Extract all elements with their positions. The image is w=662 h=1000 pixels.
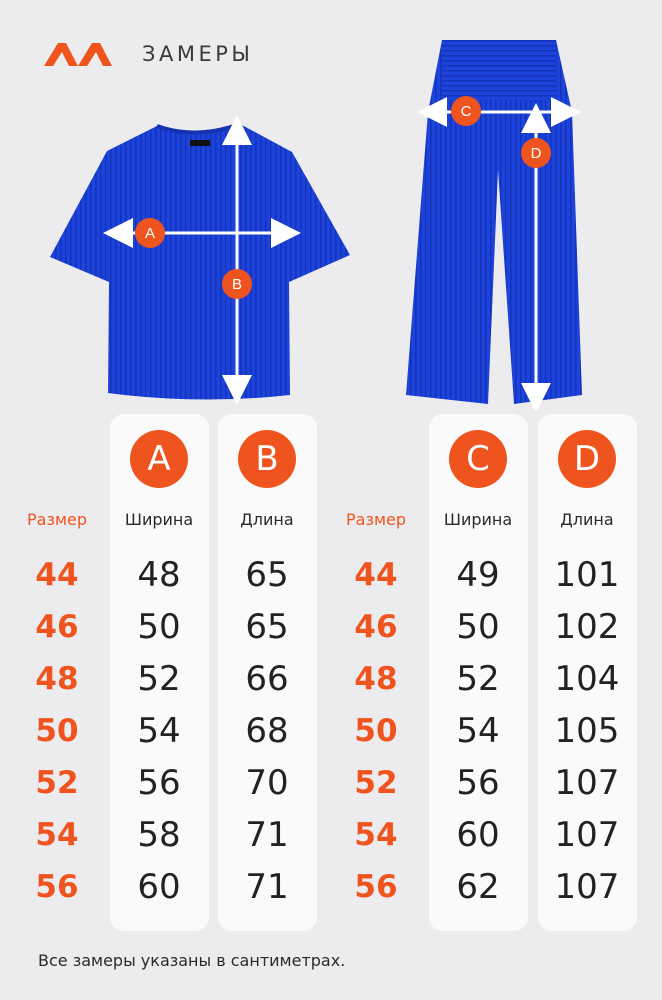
pants-length-column xyxy=(532,549,642,913)
shirt-size-column xyxy=(2,549,112,913)
width-value: 62 xyxy=(456,867,500,907)
length-value: 101 xyxy=(554,555,620,595)
marker-d xyxy=(521,138,551,168)
width-value: 58 xyxy=(137,815,181,855)
pants-width-header: Ширина xyxy=(443,510,513,529)
svg-text:D: D xyxy=(530,145,542,162)
svg-text:A: A xyxy=(144,225,156,242)
length-value: 107 xyxy=(554,867,620,907)
length-value: 107 xyxy=(554,763,620,803)
width-value: 50 xyxy=(456,607,500,647)
size-value: 48 xyxy=(35,661,79,697)
pants-width-column xyxy=(423,549,533,913)
width-value: 54 xyxy=(456,711,500,751)
width-value: 52 xyxy=(137,659,181,699)
size-value: 50 xyxy=(354,713,398,749)
length-value: 66 xyxy=(245,659,289,699)
tshirt-image xyxy=(50,124,350,400)
width-value: 49 xyxy=(456,555,500,595)
shirt-length-column xyxy=(212,549,322,913)
width-value: 52 xyxy=(456,659,500,699)
marker-a xyxy=(135,218,165,248)
size-value: 54 xyxy=(354,817,398,853)
size-value: 54 xyxy=(35,817,79,853)
pants-length-header: Длина xyxy=(560,510,614,529)
length-value: 104 xyxy=(554,659,620,699)
width-value: 50 xyxy=(137,607,181,647)
length-value: 107 xyxy=(554,815,620,855)
size-value: 50 xyxy=(35,713,79,749)
shirt-length-header: Длина xyxy=(240,510,294,529)
footer-note: Все замеры указаны в сантиметрах. xyxy=(38,951,346,970)
size-value: 44 xyxy=(354,557,398,593)
shirt-width-header: Ширина xyxy=(124,510,194,529)
page-title: ЗАМЕРЫ xyxy=(142,42,254,66)
size-value: 56 xyxy=(35,869,79,905)
length-value: 71 xyxy=(245,867,289,907)
length-value: 65 xyxy=(245,607,289,647)
pants-image xyxy=(406,40,582,404)
size-value: 56 xyxy=(354,869,398,905)
garment-illustration xyxy=(0,0,662,410)
width-value: 60 xyxy=(456,815,500,855)
size-value: 46 xyxy=(35,609,79,645)
shirt-width-column xyxy=(104,549,214,913)
letter-a-badge: A xyxy=(130,430,188,488)
size-value: 46 xyxy=(354,609,398,645)
length-value: 65 xyxy=(245,555,289,595)
size-value: 48 xyxy=(354,661,398,697)
length-value: 68 xyxy=(245,711,289,751)
letter-b-badge: B xyxy=(238,430,296,488)
width-value: 56 xyxy=(456,763,500,803)
length-value: 70 xyxy=(245,763,289,803)
width-value: 48 xyxy=(137,555,181,595)
length-value: 105 xyxy=(554,711,620,751)
width-value: 56 xyxy=(137,763,181,803)
length-value: 71 xyxy=(245,815,289,855)
width-value: 60 xyxy=(137,867,181,907)
marker-c xyxy=(451,96,481,126)
letter-c-badge: C xyxy=(449,430,507,488)
svg-text:B: B xyxy=(231,276,243,293)
pants-size-header: Размер xyxy=(345,510,407,529)
width-value: 54 xyxy=(137,711,181,751)
size-value: 44 xyxy=(35,557,79,593)
pants-size-column xyxy=(321,549,431,913)
shirt-size-header: Размер xyxy=(26,510,88,529)
size-value: 52 xyxy=(354,765,398,801)
marker-b xyxy=(222,269,252,299)
letter-d-badge: D xyxy=(558,430,616,488)
size-value: 52 xyxy=(35,765,79,801)
svg-text:C: C xyxy=(460,103,472,120)
length-value: 102 xyxy=(554,607,620,647)
